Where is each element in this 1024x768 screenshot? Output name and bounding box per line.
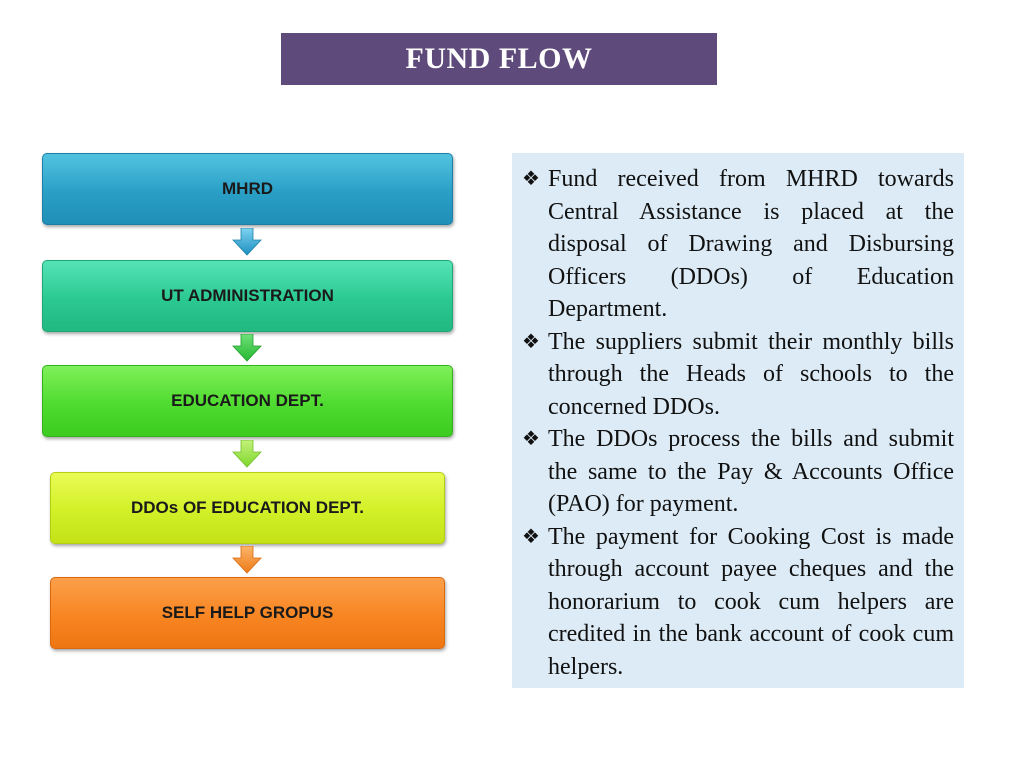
bullet-item [522,163,954,326]
arrow-down-icon [232,228,262,256]
bullet-text: The suppliers submit their monthly bills through the Heads of schools to the concerned DDOs. [548,328,954,420]
bullet-item [522,521,954,684]
diamond-bullet-icon: ❖ [522,168,540,190]
flow-label: DDOs OF EDUCATION DEPT. [131,498,364,517]
description-panel [512,153,964,688]
bullet-item [522,423,954,521]
bullet-item [522,326,954,424]
bullet-text: Fund received from MHRD towards Central Assistance is placed at the disposal of Drawing and Disbursing Officers (DDOs) of Education Department. [548,166,954,322]
bullet-text: The payment for Cooking Cost is made through account payee cheques and the honorarium to cook cum helpers are credited in the bank account of cook cum helpers. [548,523,954,680]
flow-label: EDUCATION DEPT. [171,391,324,410]
flow-box-ut-administration [42,260,453,332]
flow-label: UT ADMINISTRATION [161,286,334,305]
arrow-down-icon [232,546,262,574]
diamond-bullet-icon: ❖ [522,330,540,353]
flow-box-self-help-groups [50,577,445,649]
arrow-down-icon [232,334,262,362]
bullet-text: The DDOs process the bills and submit the same to the Pay & Accounts Office (PAO) for payment. [548,426,954,517]
page-title: FUND FLOW [405,42,593,75]
diamond-bullet-icon: ❖ [522,428,540,450]
flow-label: SELF HELP GROPUS [161,603,334,622]
flow-box-education-dept [42,365,453,437]
flow-box-mhrd [42,153,453,225]
flow-box-ddos [50,472,445,544]
arrow-down-icon [232,440,262,468]
flow-label: MHRD [222,179,273,198]
title-banner [281,33,717,85]
diamond-bullet-icon: ❖ [522,525,540,548]
